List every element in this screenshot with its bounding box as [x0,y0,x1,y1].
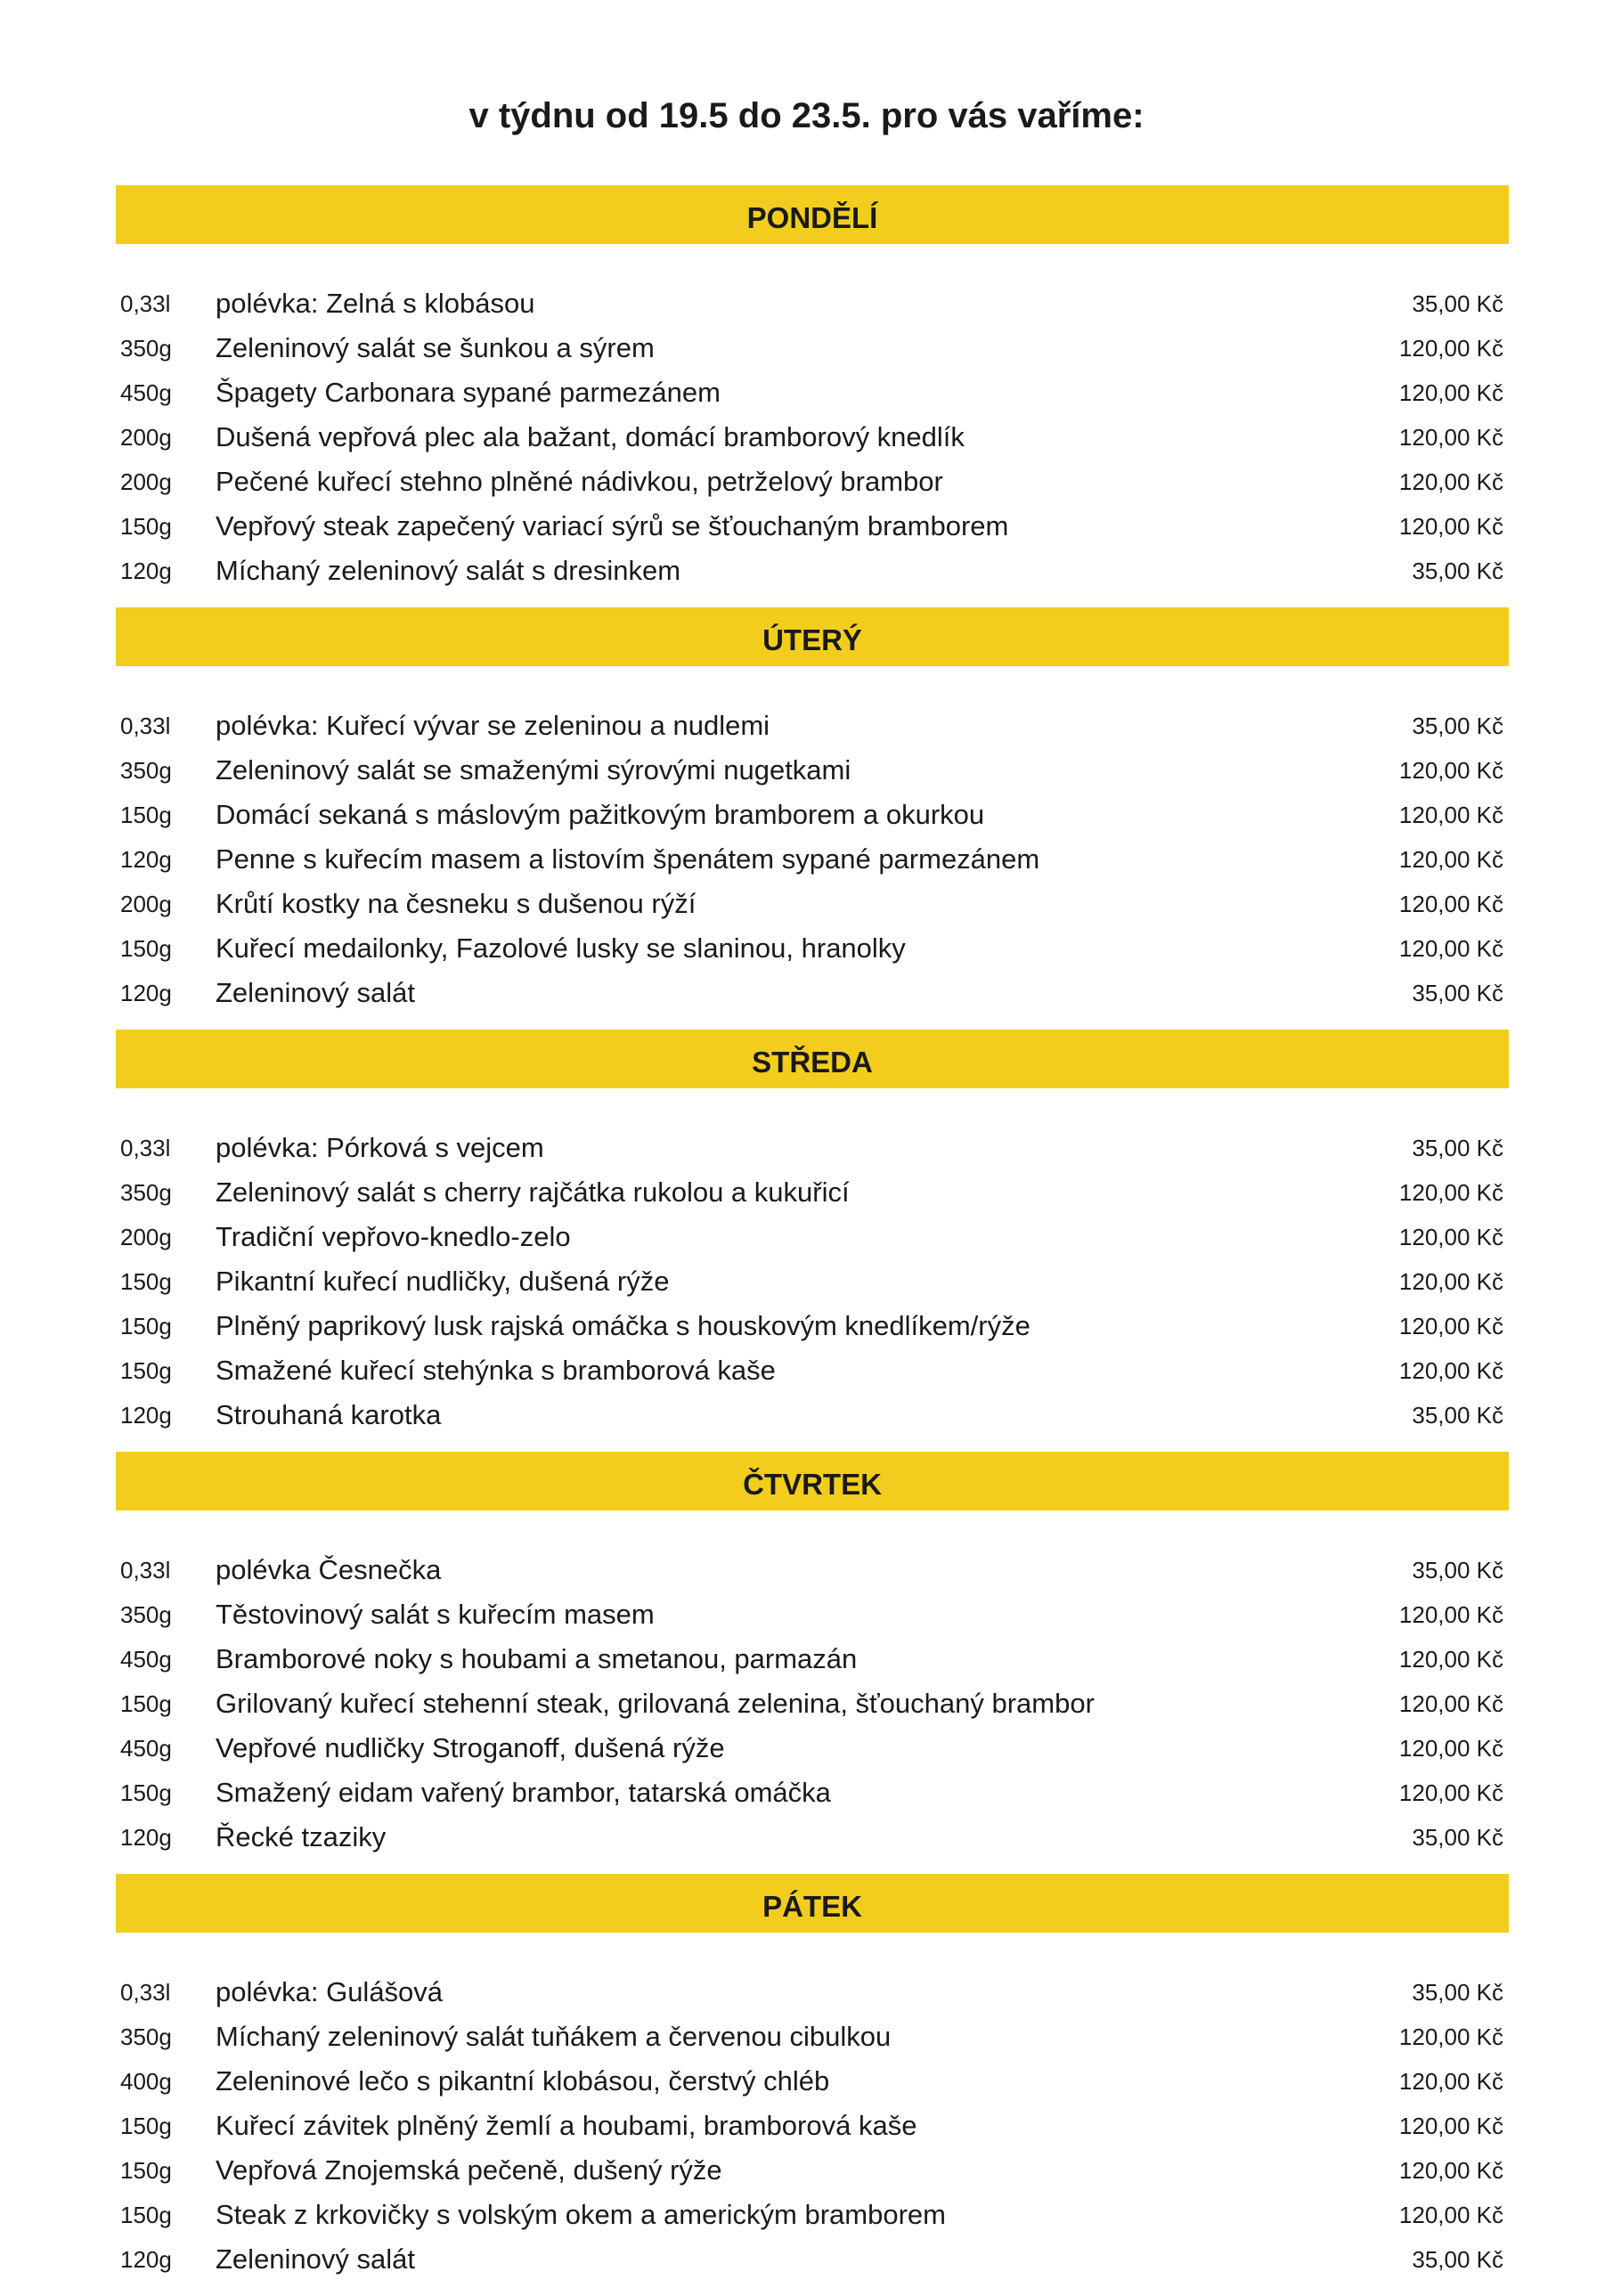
dish-list [116,1970,1509,2282]
dish-row [116,1126,1509,1170]
dish-price: 120,00 Kč [1398,1600,1503,1628]
dish-name: Zeleninové lečo s pikantní klobásou, čerstvý chléb [216,2065,830,2097]
dish-row [116,837,1509,882]
dish-quantity: 0,33l [120,712,171,739]
dish-name: Domácí sekaná s máslovým pažitkovým bramborem a okurkou [216,799,985,830]
dish-row [116,1548,1509,1592]
dish-price: 120,00 Kč [1398,1223,1503,1250]
dish-price: 120,00 Kč [1398,423,1503,451]
dish-price: 120,00 Kč [1398,512,1503,540]
dish-name: Míchaný zeleninový salát s dresinkem [216,555,681,586]
dish-row [116,2237,1509,2282]
dish-name: Vepřová Znojemská pečeně, dušený rýže [216,2154,722,2186]
dish-quantity: 400g [120,2067,172,2095]
dish-list [116,281,1509,593]
dish-price: 35,00 Kč [1412,2245,1503,2273]
dish-name: Zeleninový salát [216,977,416,1008]
dish-name: polévka Česnečka [216,1554,442,1585]
dish-quantity: 450g [120,1734,172,1762]
dish-row [116,793,1509,837]
dish-quantity: 150g [120,2112,172,2139]
dish-list [116,704,1509,1015]
dish-row [116,2104,1509,2148]
dish-row [116,1592,1509,1637]
dish-row [116,2193,1509,2237]
dish-name: Plněný paprikový lusk rajská omáčka s houskovým knedlíkem/rýže [216,1310,1031,1341]
dish-row [116,2059,1509,2104]
dish-row [116,326,1509,370]
dish-price: 120,00 Kč [1398,2067,1503,2095]
dish-name: Bramborové noky s houbami a smetanou, parmazán [216,1643,858,1674]
dish-row [116,971,1509,1015]
dish-row [116,370,1509,415]
dish-name: Kuřecí závitek plněný žemlí a houbami, bramborová kaše [216,2110,917,2141]
day-section [116,1030,1509,1437]
dish-name: Špagety Carbonara sypané parmezánem [216,377,721,408]
day-header: PÁTEK [116,1874,1509,1933]
dish-row [116,1348,1509,1393]
dish-quantity: 0,33l [120,1134,171,1161]
day-section [116,1874,1509,2282]
dish-name: Dušená vepřová plec ala bažant, domácí bramborový knedlík [216,421,965,452]
dish-name: polévka: Kuřecí vývar se zeleninou a nudlemi [216,710,770,741]
dish-name: Grilovaný kuřecí stehenní steak, grilovaná zelenina, šťouchaný brambor [216,1688,1095,1719]
dish-name: Vepřové nudličky Stroganoff, dušená rýže [216,1732,725,1763]
dish-quantity: 450g [120,379,172,406]
dish-quantity: 350g [120,334,172,362]
dish-row [116,504,1509,549]
dish-price: 120,00 Kč [1398,1267,1503,1295]
dish-price: 120,00 Kč [1398,2112,1503,2139]
dish-name: Smažené kuřecí stehýnka s bramborová kaše [216,1355,776,1386]
dish-row [116,1771,1509,1815]
dish-list [116,1548,1509,1860]
dish-name: polévka: Pórková s vejcem [216,1132,544,1163]
dish-quantity: 150g [120,801,172,828]
dish-quantity: 350g [120,756,172,784]
dish-row [116,1304,1509,1348]
page-title: v týdnu od 19.5 do 23.5. pro vás vaříme: [468,96,1145,135]
dish-quantity: 120g [120,845,172,873]
dish-price: 120,00 Kč [1398,845,1503,873]
dish-row [116,704,1509,748]
dish-name: Kuřecí medailonky, Fazolové lusky se slaninou, hranolky [216,932,906,964]
dish-row [116,415,1509,460]
weekly-menu [116,185,1509,2296]
dish-row [116,748,1509,793]
day-header: STŘEDA [116,1030,1509,1088]
dish-quantity: 450g [120,1645,172,1673]
dish-quantity: 150g [120,1779,172,1806]
dish-quantity: 200g [120,1223,172,1250]
dish-price: 35,00 Kč [1412,1978,1503,2006]
dish-row [116,1259,1509,1304]
dish-name: Krůtí kostky na česneku s dušenou rýží [216,888,697,919]
dish-quantity: 350g [120,1178,172,1206]
dish-price: 120,00 Kč [1398,379,1503,406]
dish-quantity: 200g [120,423,172,451]
dish-quantity: 120g [120,557,172,584]
dish-price: 120,00 Kč [1398,801,1503,828]
dish-price: 35,00 Kč [1412,289,1503,317]
dish-price: 120,00 Kč [1398,2156,1503,2184]
day-section [116,607,1509,1015]
dish-name: Zeleninový salát s cherry rajčátka rukolou a kukuřicí [216,1176,850,1208]
dish-price: 120,00 Kč [1398,1178,1503,1206]
dish-row [116,1815,1509,1860]
dish-price: 35,00 Kč [1412,1823,1503,1851]
dish-price: 120,00 Kč [1398,1689,1503,1717]
dish-quantity: 150g [120,2156,172,2184]
dish-price: 35,00 Kč [1412,1134,1503,1161]
dish-row [116,1970,1509,2015]
day-header: ČTVRTEK [116,1452,1509,1510]
dish-price: 120,00 Kč [1398,2023,1503,2050]
dish-price: 120,00 Kč [1398,468,1503,495]
day-header: PONDĚLÍ [116,185,1509,244]
dish-quantity: 120g [120,2245,172,2273]
dish-quantity: 120g [120,1401,172,1429]
dish-row [116,1637,1509,1681]
dish-price: 35,00 Kč [1412,712,1503,739]
dish-quantity: 150g [120,1356,172,1384]
dish-row [116,1170,1509,1215]
dish-quantity: 200g [120,468,172,495]
dish-name: Tradiční vepřovo-knedlo-zelo [216,1221,571,1252]
day-section [116,1452,1509,1860]
dish-price: 120,00 Kč [1398,890,1503,917]
dish-quantity: 120g [120,979,172,1006]
day-header: ÚTERÝ [116,607,1509,666]
dish-name: Penne s kuřecím masem a listovím špenátem sypané parmezánem [216,843,1040,875]
dish-row [116,460,1509,504]
dish-quantity: 150g [120,512,172,540]
dish-quantity: 0,33l [120,1556,171,1584]
dish-row [116,926,1509,971]
dish-price: 120,00 Kč [1398,334,1503,362]
dish-price: 35,00 Kč [1412,557,1503,584]
dish-price: 35,00 Kč [1412,979,1503,1006]
dish-row [116,1393,1509,1437]
dish-price: 120,00 Kč [1398,1779,1503,1806]
dish-name: Smažený eidam vařený brambor, tatarská omáčka [216,1777,831,1808]
dish-row [116,1215,1509,1259]
dish-price: 35,00 Kč [1412,1401,1503,1429]
dish-row [116,882,1509,926]
dish-row [116,549,1509,593]
dish-quantity: 0,33l [120,289,171,317]
dish-name: Zeleninový salát [216,2243,416,2275]
day-section [116,185,1509,593]
dish-list [116,1126,1509,1437]
dish-name: Pečené kuřecí stehno plněné nádivkou, petrželový brambor [216,466,943,497]
dish-row [116,281,1509,326]
dish-name: Vepřový steak zapečený variací sýrů se šťouchaným bramborem [216,510,1009,541]
dish-price: 120,00 Kč [1398,1645,1503,1673]
dish-name: Zeleninový salát se smaženými sýrovými nugetkami [216,754,851,786]
dish-quantity: 350g [120,1600,172,1628]
dish-name: Pikantní kuřecí nudličky, dušená rýže [216,1266,670,1297]
dish-price: 35,00 Kč [1412,1556,1503,1584]
dish-price: 120,00 Kč [1398,2201,1503,2228]
dish-name: Míchaný zeleninový salát tuňákem a červenou cibulkou [216,2021,892,2052]
dish-price: 120,00 Kč [1398,1734,1503,1762]
dish-quantity: 150g [120,1312,172,1339]
dish-name: Těstovinový salát s kuřecím masem [216,1599,655,1630]
dish-name: Řecké tzaziky [216,1821,387,1852]
dish-name: Steak z krkovičky s volským okem a americkým bramborem [216,2199,946,2230]
dish-quantity: 150g [120,934,172,962]
dish-price: 120,00 Kč [1398,934,1503,962]
dish-price: 120,00 Kč [1398,1356,1503,1384]
dish-quantity: 150g [120,1689,172,1717]
dish-price: 120,00 Kč [1398,756,1503,784]
dish-row [116,2148,1509,2193]
dish-row [116,2015,1509,2059]
dish-name: Zeleninový salát se šunkou a sýrem [216,332,655,363]
dish-quantity: 120g [120,1823,172,1851]
dish-quantity: 0,33l [120,1978,171,2006]
dish-price: 120,00 Kč [1398,1312,1503,1339]
dish-name: Strouhaná karotka [216,1399,442,1430]
dish-quantity: 350g [120,2023,172,2050]
dish-quantity: 200g [120,890,172,917]
dish-name: polévka: Zelná s klobásou [216,288,535,319]
dish-row [116,1681,1509,1726]
dish-quantity: 150g [120,2201,172,2228]
dish-name: polévka: Gulášová [216,1976,444,2007]
dish-quantity: 150g [120,1267,172,1295]
dish-row [116,1726,1509,1771]
